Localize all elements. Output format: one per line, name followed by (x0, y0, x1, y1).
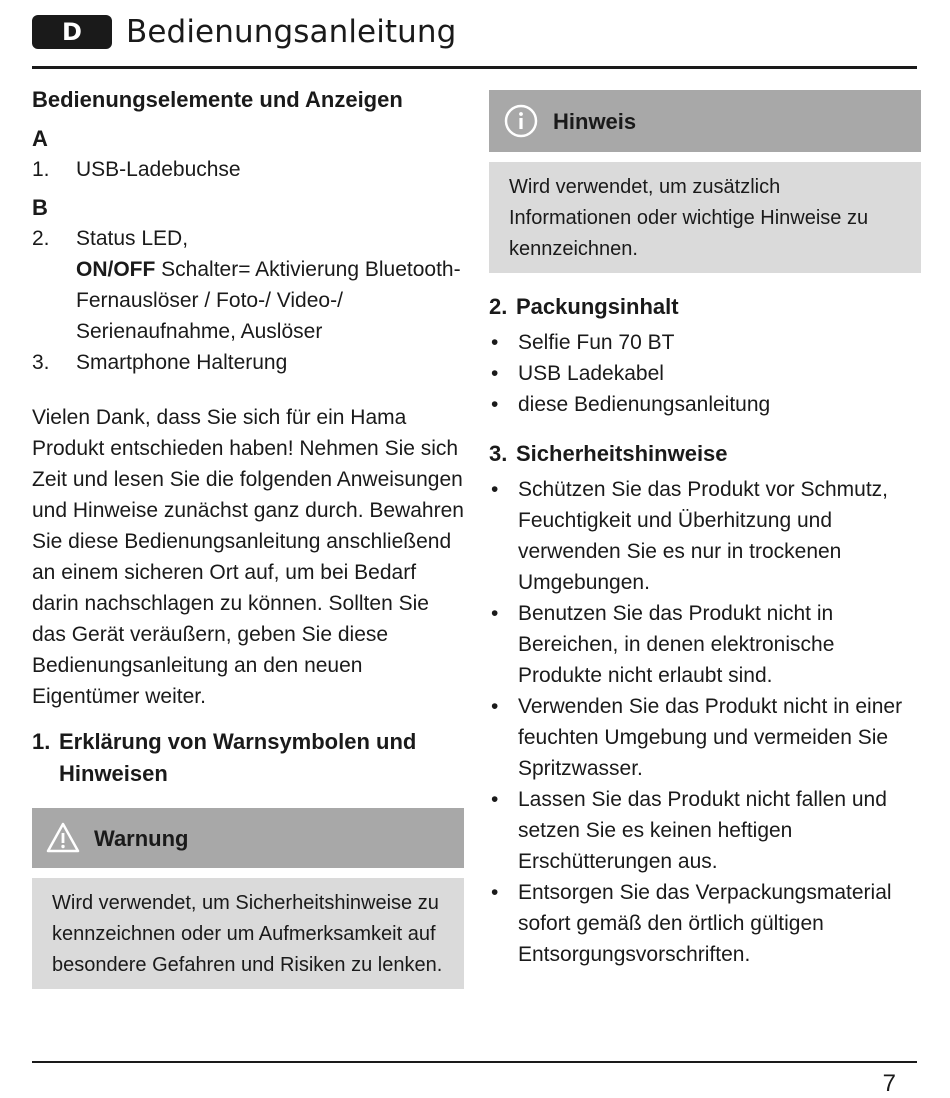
group-a-letter: A (32, 126, 48, 151)
bullet: • (491, 478, 499, 501)
bullet: • (491, 331, 499, 354)
list-item (32, 223, 464, 347)
item-text (76, 223, 464, 347)
section-2-heading (489, 291, 921, 323)
item-text: diese Bedienungsanleitung (518, 393, 771, 416)
list-item (489, 691, 921, 784)
page-number: 7 (882, 1070, 896, 1097)
language-badge: D (32, 15, 112, 49)
item-number: 1. (32, 158, 50, 181)
section-1-heading (32, 726, 464, 790)
section-title: Sicherheitshinweise (516, 441, 728, 466)
warning-text: Wird verwendet, um Sicherheitshinweise zu kennzeichnen oder um Aufmerksamkeit auf besondere Gefahren und Risiken zu lenken. (32, 878, 464, 989)
section-number: 1. (32, 729, 51, 754)
safety-list (489, 474, 921, 970)
item-text: Selfie Fun 70 BT (518, 331, 675, 354)
bullet: • (491, 788, 499, 811)
section-title: Packungsinhalt (516, 294, 679, 319)
section-number: 2. (489, 294, 508, 319)
item-text: Verwenden Sie das Produkt nicht in einer feuchten Umgebung und vermeiden Sie Spritzwasser. (518, 695, 903, 780)
item-text: Benutzen Sie das Produkt nicht in Bereichen, in denen elektronische Produkte nicht erlaubt sind. (518, 602, 835, 687)
bullet: • (491, 362, 499, 385)
bullet: • (491, 881, 499, 904)
controls-heading: Bedienungselemente und Anzeigen (32, 87, 403, 112)
onoff-label: ON/OFF (76, 258, 156, 281)
list-item (489, 389, 921, 420)
note-text: Wird verwendet, um zusätzlich Informationen oder wichtige Hinweise zu kennzeichnen. (489, 162, 921, 273)
list-item (489, 358, 921, 389)
list-item (32, 347, 464, 378)
item-text: USB Ladekabel (518, 362, 664, 385)
group-a-list (32, 154, 464, 185)
note-title: Hinweis (553, 108, 637, 134)
note-box (489, 90, 921, 273)
item-line: Status LED, (76, 227, 189, 250)
info-circle-icon (503, 103, 539, 139)
bullet: • (491, 695, 499, 718)
list-item (489, 327, 921, 358)
item-description: Schalter= Aktivierung Bluetooth-Fernauslöser / Foto-/ Video-/ Serienaufnahme, Auslöser (76, 258, 461, 343)
bullet: • (491, 393, 499, 416)
page-title: Bedienungsanleitung (126, 14, 457, 50)
left-column (32, 84, 464, 989)
warning-box (32, 808, 464, 989)
section-3-heading (489, 438, 921, 470)
section-title: Erklärung von Warnsymbolen und Hinweisen (59, 729, 417, 786)
item-number: 3. (32, 351, 50, 374)
item-text: Schützen Sie das Produkt vor Schmutz, Feuchtigkeit und Überhitzung und verwenden Sie es nur in trockenen Umgebungen. (518, 478, 889, 594)
note-header (489, 90, 921, 152)
list-item (489, 474, 921, 598)
right-column (489, 90, 921, 970)
section-number: 3. (489, 441, 508, 466)
intro-paragraph: Vielen Dank, dass Sie sich für ein Hama Produkt entschieden haben! Nehmen Sie sich Zeit und lesen Sie die folgenden Anweisungen und Hinweise zunächst ganz durch. Bewahren Sie diese Bedienungsanleitung anschließend an einem sicheren Ort auf, um bei Bedarf darin nachschlagen zu können. Sollten Sie das Gerät veräußern, geben Sie diese Bedienungsanleitung an den neuen Eigentümer weiter. (32, 406, 464, 708)
page-header (32, 10, 456, 54)
item-number: 2. (32, 227, 50, 250)
warning-triangle-icon (46, 822, 80, 854)
list-item (32, 154, 464, 185)
item-text: Entsorgen Sie das Verpackungsmaterial sofort gemäß den örtlich gültigen Entsorgungsvorschriften. (518, 881, 892, 966)
list-item (489, 877, 921, 970)
header-divider (32, 66, 917, 69)
group-b-letter: B (32, 195, 48, 220)
footer-divider (32, 1061, 917, 1063)
item-text: Smartphone Halterung (76, 351, 288, 374)
item-text: Lassen Sie das Produkt nicht fallen und setzen Sie es keinen heftigen Erschütterungen aus. (518, 788, 887, 873)
group-b-list (32, 223, 464, 378)
item-text: USB-Ladebuchse (76, 158, 241, 181)
bullet: • (491, 602, 499, 625)
package-contents-list (489, 327, 921, 420)
list-item (489, 598, 921, 691)
list-item (489, 784, 921, 877)
warning-header (32, 808, 464, 868)
warning-title: Warnung (94, 825, 189, 851)
